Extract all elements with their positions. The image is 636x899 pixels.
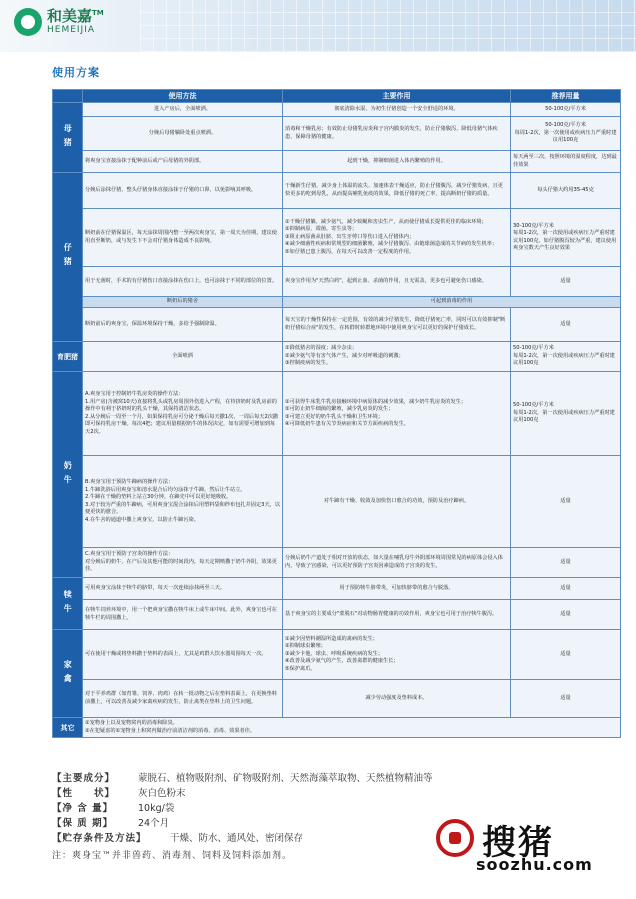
watermark-cn: 搜猪 (482, 823, 554, 863)
brand-name-en: HEMEIJIA (47, 25, 96, 35)
category-finisher: 育肥猪 (53, 342, 83, 372)
dosage-cell: 30-100克/平方米 每周1-2次，第一次使用或疾病压力严重时建议用100克，如仔猪腹泻较为严重，建议使用爽身宝数天产生良好效果 (511, 209, 621, 267)
brand-mark-icon (14, 8, 42, 36)
watermark-logo-icon (436, 819, 474, 857)
brand-name-cn: 和美嘉 (47, 7, 93, 25)
info-value: 蒙脱石、植物吸附剂、矿物吸附剂、天然海藻萃取物、天然植物精油等 (138, 773, 433, 784)
dosage-cell: 适量 (511, 548, 621, 578)
effect-cell: 消毒和干燥乳房；有效防止母猪乳房炎和子宫内膜炎的发生，防止仔猪腹泻，降低母猪气体疾患，保障母猪的健康。 (283, 117, 511, 151)
info-value: 24个月 (138, 818, 170, 829)
method-cell: A.爽身宝用于控制奶牛乳房炎的操作方法： 1.用产房(含被窝10天)直接将乳头或乳房周围外伤进入产程，在待挤奶时及乳房前的操作中有利于挤奶时的乳头干燥，其保持清洁状态。 2.从分娩后一周至一个月，如果保持乳房可分泌干燥后每天撒1次，一周后每天2次撒即可保持乳房干燥。每次4把；建议用量根据奶牛的体况决定，如有需要可增加到每天2次。 (83, 372, 283, 456)
effect-cell: ①可获得牛床乳牛乳房接触环境中病原体的减少效果，减少奶牛乳房炎的发生； ②可防止奶牛细菌的繁殖，减少乳房炎的发生； ③可建立更好的奶牛乳头干燥和卫生环境； ④可降低奶牛患有关节炎病症和关节方面疾病的发生。 (283, 372, 511, 456)
dosage-cell: 50-100克/平方米 每周1-2次，第一次使用或疾病压力严重时建议用100克 (511, 372, 621, 456)
brand-tm: TM (92, 9, 104, 17)
method-cell: C.爽身宝用于预防子宫炎的操作方法： 对分娩后的奶牛，在产后及其他可能的时间段内，每天定期喷撒于奶牛外阴，效果更佳。 (83, 548, 283, 578)
effect-cell: 基于爽身宝的主要成分"蒙脱石"对动物肠胃健康的功效作用，爽身宝也可用于治疗犊牛腹泻。 (283, 600, 511, 630)
info-label: 【净 含 量】 (52, 803, 114, 814)
table-header-dosage: 推荐用量 (511, 90, 621, 103)
method-cell: 可在使用干燥或将垫料撒于垫料的表面上，尤其是鸡群大饮水器周围每天一次。 (83, 630, 283, 680)
method-cell: B.爽身宝用于预防牛蹄病的操作方法： 1.牛蹄洗浴后用爽身宝和清水混合后均匀涂抹于牛蹄，然后让牛站立。 2.牛蹄在干燥的垫料上站立30分钟，在蹄壳中可以更好地吸收。 3.对于较为严重的牛蹄病，可用爽身宝混合涂抹后用塑料袋和纱布包扎并固定3天，以便更快的愈合。 4.在牛舍的通道中撒上爽身宝，以防止牛蹄污染。 (83, 456, 283, 548)
table-row (53, 548, 621, 578)
dosage-cell: 50-100克/平方米 每周1-2次，第一次使用或疾病压力严重时建议用100克 (511, 342, 621, 372)
method-cell: 可用爽身宝涂抹于犊牛的脐带，每天一次连续涂抹两至三天。 (83, 578, 283, 600)
info-label: 【保 质 期】 (52, 818, 114, 829)
dosage-cell: 适量 (511, 600, 621, 630)
brand-logo (14, 8, 104, 36)
table-row (53, 308, 621, 342)
effect-cell: 减少劳动强度及垫料成本。 (283, 680, 511, 718)
method-cell: 断奶前在仔猪保温区，每天涂抹周围内整一至两次爽身宝，第一周天为佳期，建议使用直至断奶，或与发生下不会对仔猪身体造成不良影响。 (83, 209, 283, 267)
info-value: 灰白色粉末 (138, 788, 186, 799)
dosage-cell: 适量 (511, 630, 621, 680)
table-row (53, 600, 621, 630)
dosage-cell: 50-100克/平方米 (511, 103, 621, 117)
table-row (53, 267, 621, 297)
info-label: 【性 状】 (52, 788, 116, 799)
effect-cell: 对牛蹄有干燥、收敛及加快伤口愈合的功效，预防及治疗蹄病。 (283, 456, 511, 548)
table-header-method: 使用方法 (83, 90, 283, 103)
table-band-row (53, 297, 621, 308)
table-row (53, 456, 621, 548)
table-header-effect: 主要作用 (283, 90, 511, 103)
effect-cell: 用于预防犊牛脐带炎，可加快脐带的愈合与脱落。 (283, 578, 511, 600)
effect-cell: ①降低猪舍的湿度；减少杂虫； ②减少氨气等有害气体产生，减少对呼吸道的刺激； ③控制疫病的发生。 (283, 342, 511, 372)
method-cell: 分娩后母猪躺卧处重点喷洒。 (83, 117, 283, 151)
effect-cell: 爽身宝作用为"天然白药"，起到止血、杀菌的作用，且无需盖，更多也可避免伤口感染。 (283, 267, 511, 297)
effect-cell: 每天宝的干燥性保持在一定范围，有效的减少仔猪发生，降低仔猪死亡率，同时可以有效抑制"断奶仔猪综合症"的发生，在转群时转群地环境中使用爽身宝可以更好的保护仔猪成长。 (283, 308, 511, 342)
method-cell: 断奶前后的爽身宝，保温环境保持干燥，多给予强制降温。 (83, 308, 283, 342)
dosage-cell: 适量 (511, 578, 621, 600)
category-poultry: 家禽 (53, 630, 83, 718)
method-cell: 在犊牛饲养环境中，用一个把爽身宝撒在犊牛床上或牛床中间。此外，爽身宝也可在犊牛栏的周围撒上。 (83, 600, 283, 630)
effect-cell: 起到干燥，抑制细菌进入体内繁殖的作用。 (283, 151, 511, 173)
table-row (53, 718, 621, 738)
effect-cell: 分娩后奶牛产道处于相对开放的状态，如大量在哺乳母牛外阴部环境周围常见的病原体会侵入体内，导致子宫感染，可以更好预防子宫炎因素造成的子宫炎的发生。 (283, 548, 511, 578)
disclaimer-note: 注：爽身宝™并非兽药、消毒剂、饲料及饲料添加剂。 (52, 851, 293, 861)
info-value: 10kg/袋 (138, 803, 175, 814)
table-row (53, 578, 621, 600)
dosage-cell: 适量 (511, 680, 621, 718)
dosage-cell: 每天两至三次，按照环境的湿度程度，达到最佳效果 (511, 151, 621, 173)
method-cell: 进入产房后，全面喷洒。 (83, 103, 283, 117)
info-value: 干燥、防水、通风处、密闭保存 (170, 833, 304, 844)
table-row (53, 173, 621, 209)
header-tile-pattern (140, 0, 636, 52)
table-header-blank (53, 90, 83, 103)
header-banner (0, 0, 636, 52)
watermark (436, 809, 616, 879)
category-piglet: 仔猪 (53, 173, 83, 342)
method-cell: 将爽身宝直接涂抹于配种前后或产后母猪的外阴部。 (83, 151, 283, 173)
table-row (53, 372, 621, 456)
table-row (53, 680, 621, 718)
method-cell: 分娩后涂抹仔猪，整头仔猪身体直接涂抹于仔猪的口鼻，以免影响其呼吸。 (83, 173, 283, 209)
category-other: 其它 (53, 718, 83, 738)
table-row (53, 209, 621, 267)
info-row (52, 785, 572, 800)
dosage-cell: 适量 (511, 456, 621, 548)
info-row (52, 770, 572, 785)
info-label: 【主要成分】 (52, 773, 116, 784)
table-row (53, 103, 621, 117)
category-sow: 母猪 (53, 103, 83, 173)
watermark-en: soozhu.com (476, 855, 593, 874)
other-cell: ①宠物身上以及宠物窝内的消毒和除臭。 ②在犯疑虑的①宠物身上和窝内做治疗前清洁剂的消毒、消毒、效果者佳。 (83, 718, 621, 738)
table-row (53, 117, 621, 151)
effect-cell: ①干燥仔猪躺、减少氨气，减少蚊蝇和害虫生产，从而使仔猪成长提供更佳的临床环境； ②抑制病原、霉菌、寄生虫等； ③阻止病原菌从肚脐、出生牙剪口等伤口进入仔猪体内； ④减少细菌性疾病和常规型的细菌繁殖，减少仔猪腹泻、由链球菌造成的关节病的发生机率； ⑤如仔猪已患上腹泻，在每天可以改善一定程度的作用。 (283, 209, 511, 267)
info-label: 【贮存条件及方法】 (52, 833, 147, 844)
effect-cell: ①减少因垫料潮湿所造成的禽病的发生； ②抑制球虫繁殖； ③减少卡他、球虫、呼吸系统疾病的发生； ④改善及减少氨气的产生，改善禽群的健康生长； ⑤保护禽爪。 (283, 630, 511, 680)
effect-cell: 彻底清除水湿，为初生仔猪创造一个安全舒适的环境。 (283, 103, 511, 117)
dosage-cell: 50-100克/平方米 每周1-2次，第一次使用或疾病压力严重时建议用100克 (511, 117, 621, 151)
band-left: 断奶后的猪舍 (83, 297, 283, 308)
section-title: 使用方案 (52, 66, 100, 79)
table-row (53, 151, 621, 173)
band-right: 可起到消毒的作用 (283, 297, 621, 308)
method-cell: 全面喷洒 (83, 342, 283, 372)
table-row (53, 630, 621, 680)
dosage-cell: 适量 (511, 267, 621, 297)
table-row (53, 342, 621, 372)
usage-table (52, 89, 621, 738)
method-cell: 对于平养鸡群（如育雏、饲养、肉鸡）在转一批动物之后在垫料表面上，在更换垫料前撒上，可以改善及减少家禽疾病的发生，防止禽类在垫料上的卫生问题。 (83, 680, 283, 718)
dosage-cell: 适量 (511, 308, 621, 342)
effect-cell: 干燥新生仔猪，减少身上体温的流失、加速体表干燥适应，防止仔猪腹泻，减少仔猪发病，且更快更多的吃到母乳，从而提高哺乳免疫的效果，降低仔猪的死亡率，提高断奶仔猪的质量。 (283, 173, 511, 209)
dosage-cell: 每头仔猪大约用35-45克 (511, 173, 621, 209)
category-cattle: 奶牛 (53, 372, 83, 578)
table-header-row (53, 90, 621, 103)
method-cell: 用于无菌时，手术的有仔猪伤口直接涂抹在伤口上，也可涂抹于不同的部位的位置。 (83, 267, 283, 297)
category-calf: 犊牛 (53, 578, 83, 630)
